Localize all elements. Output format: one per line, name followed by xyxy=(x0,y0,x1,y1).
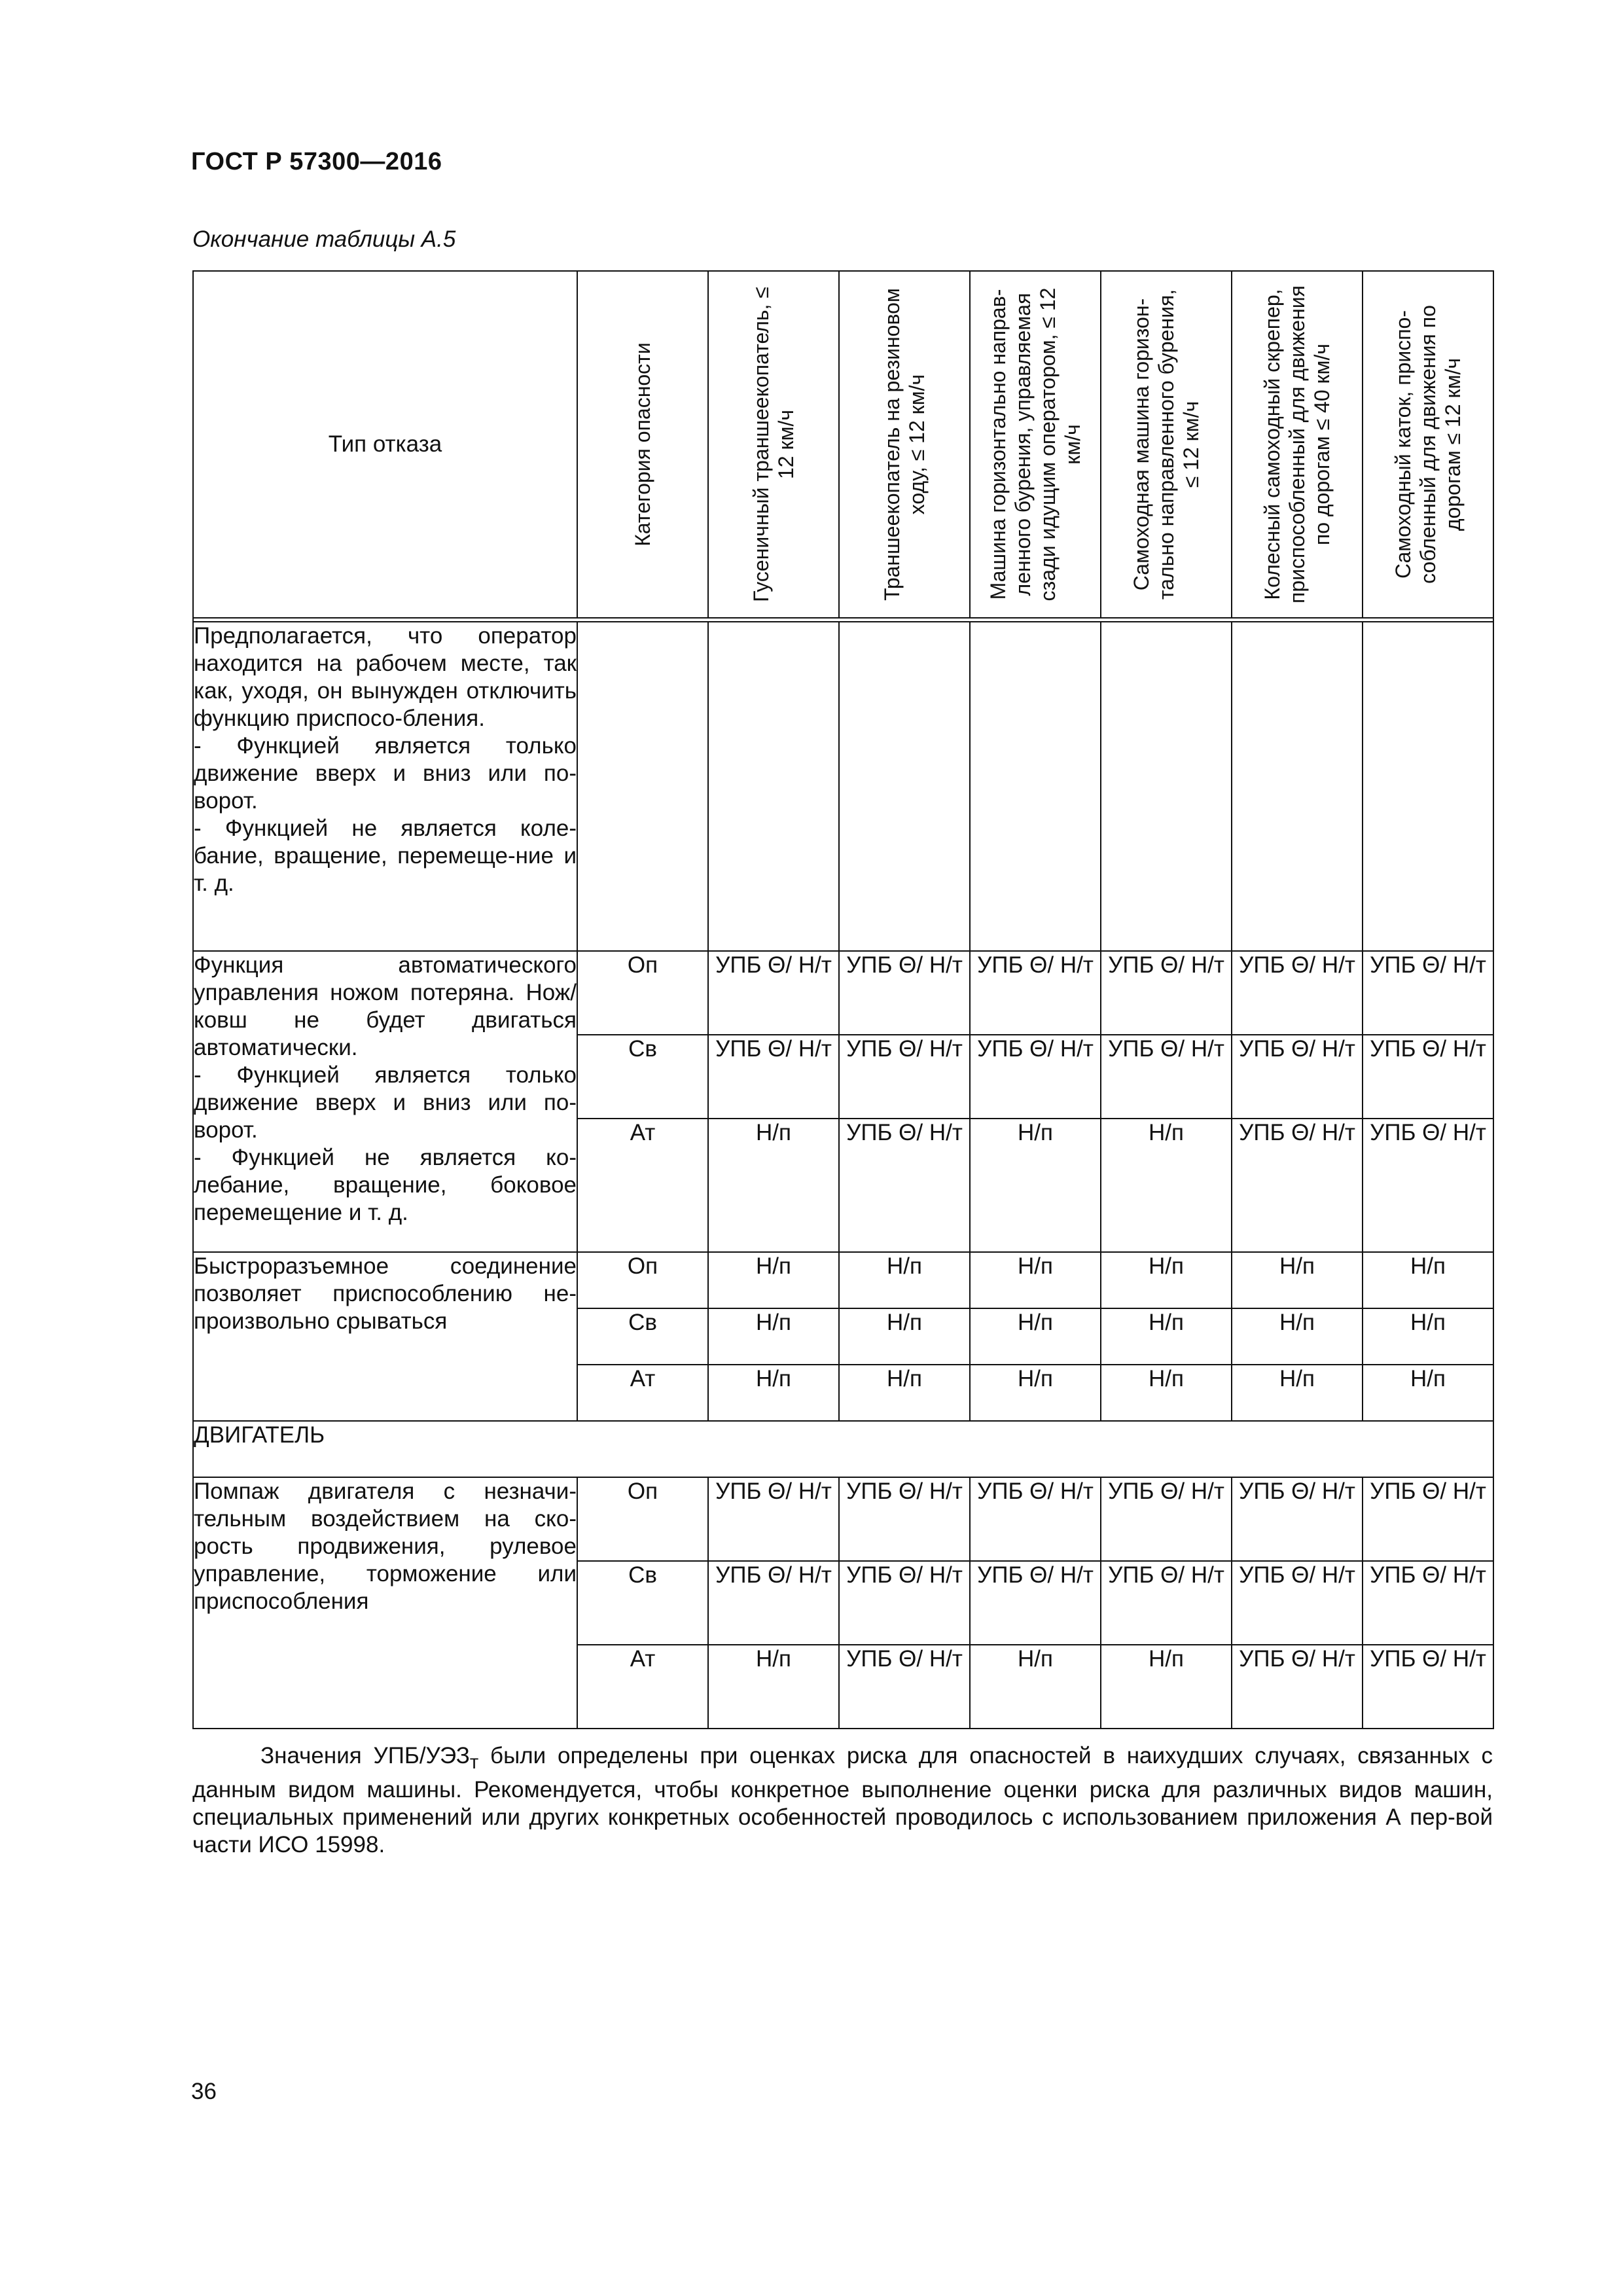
section-row xyxy=(193,1421,1493,1477)
table-row xyxy=(193,1477,1493,1561)
value-cell: Н/п xyxy=(708,1645,839,1729)
value-cell: УПБ Θ/ Н/т xyxy=(1232,1035,1363,1119)
value-cell: УПБ Θ/ Н/т xyxy=(708,1477,839,1561)
value-cell: Н/п xyxy=(839,1365,970,1421)
hazard-category-cell: Ат xyxy=(577,1365,708,1421)
value-cell: УПБ Θ/ Н/т xyxy=(839,1561,970,1645)
failure-description: Быстроразъемное соединение позволяет приспособлению не-произвольно срываться xyxy=(193,1252,577,1421)
hazard-category-cell: Оп xyxy=(577,1477,708,1561)
table-row xyxy=(193,951,1493,1035)
hazard-category-cell: Св xyxy=(577,1308,708,1365)
document-id: ГОСТ Р 57300—2016 xyxy=(191,148,442,175)
header-failure-type: Тип отказа xyxy=(193,271,577,618)
value-cell: Н/п xyxy=(708,1365,839,1421)
value-cell: УПБ Θ/ Н/т xyxy=(970,951,1101,1035)
value-cell: УПБ Θ/ Н/т xyxy=(839,1119,970,1252)
header-machine-6: Самоходный каток, приспо-собленный для движения по дорогам ≤ 12 км/ч xyxy=(1363,271,1493,618)
header-machine-2: Траншеекопатель на резиновом ходу, ≤ 12 км/ч xyxy=(839,271,970,618)
value-cell: УПБ Θ/ Н/т xyxy=(970,1035,1101,1119)
value-cell: УПБ Θ/ Н/т xyxy=(1232,1561,1363,1645)
value-cell: Н/п xyxy=(970,1119,1101,1252)
value-cell: УПБ Θ/ Н/т xyxy=(708,1561,839,1645)
value-cell: УПБ Θ/ Н/т xyxy=(1232,951,1363,1035)
value-cell: УПБ Θ/ Н/т xyxy=(1232,1477,1363,1561)
value-cell: Н/п xyxy=(1363,1308,1493,1365)
header-machine-1: Гусеничный траншеекопатель, ≤ 12 км/ч xyxy=(708,271,839,618)
hazard-category-cell: Ат xyxy=(577,1119,708,1252)
value-cell: Н/п xyxy=(1232,1365,1363,1421)
value-cell: УПБ Θ/ Н/т xyxy=(1363,951,1493,1035)
value-cell: УПБ Θ/ Н/т xyxy=(1363,1477,1493,1561)
empty-cell xyxy=(708,622,839,951)
header-machine-3: Машина горизонтально направ-ленного бурения, управляемая сзади идущим оператором, ≤ 12 км/ч xyxy=(970,271,1101,618)
header-hazard-category: Категория опасности xyxy=(577,271,708,618)
hazard-table xyxy=(192,270,1494,1729)
value-cell: Н/п xyxy=(1101,1119,1232,1252)
empty-cell xyxy=(1101,622,1232,951)
value-cell: Н/п xyxy=(1232,1308,1363,1365)
table-row xyxy=(193,1252,1493,1308)
value-cell: Н/п xyxy=(708,1252,839,1308)
value-cell: УПБ Θ/ Н/т xyxy=(708,951,839,1035)
value-cell: УПБ Θ/ Н/т xyxy=(839,1645,970,1729)
failure-description: Предполагается, что оператор находится на рабочем месте, так как, уходя, он вынужден отключить функцию приспосо-бления. - Функцией является только движение вверх и вниз или по-ворот. - Функцией не является коле-бание, вращение, перемеще-ние и т. д. xyxy=(193,622,577,951)
value-cell: Н/п xyxy=(970,1308,1101,1365)
value-cell: Н/п xyxy=(1101,1645,1232,1729)
value-cell: Н/п xyxy=(708,1119,839,1252)
value-cell: Н/п xyxy=(1363,1365,1493,1421)
value-cell: УПБ Θ/ Н/т xyxy=(970,1561,1101,1645)
table-note xyxy=(192,1742,1493,1859)
page-number: 36 xyxy=(191,2079,217,2104)
failure-description: Помпаж двигателя с незначи-тельным воздействием на ско-рость продвижения, рулевое управление, торможение или приспособления xyxy=(193,1477,577,1729)
failure-description: Функция автоматического управления ножом потеряна. Нож/ковш не будет двигаться автоматически. - Функцией является только движение вверх и вниз или по-ворот. - Функцией не является ко-лебание, вращение, боковое перемещение и т. д. xyxy=(193,951,577,1252)
value-cell: УПБ Θ/ Н/т xyxy=(1363,1035,1493,1119)
value-cell: Н/п xyxy=(1101,1308,1232,1365)
table-row xyxy=(193,622,1493,951)
table-caption: Окончание таблицы А.5 xyxy=(192,226,456,252)
value-cell: УПБ Θ/ Н/т xyxy=(1363,1119,1493,1252)
empty-cell xyxy=(577,622,708,951)
value-cell: УПБ Θ/ Н/т xyxy=(1232,1119,1363,1252)
value-cell: Н/п xyxy=(1101,1365,1232,1421)
value-cell: Н/п xyxy=(708,1308,839,1365)
value-cell: Н/п xyxy=(839,1252,970,1308)
hazard-category-cell: Оп xyxy=(577,951,708,1035)
value-cell: УПБ Θ/ Н/т xyxy=(839,951,970,1035)
section-title: ДВИГАТЕЛЬ xyxy=(193,1421,1493,1477)
header-machine-5: Колесный самоходный скрепер, приспособленный для движения по дорогам ≤ 40 км/ч xyxy=(1232,271,1363,618)
header-machine-4: Самоходная машина горизон-тально направленного бурения, ≤ 12 км/ч xyxy=(1101,271,1232,618)
value-cell: Н/п xyxy=(1232,1252,1363,1308)
value-cell: Н/п xyxy=(1101,1252,1232,1308)
note-paragraph: Значения УПБ/$УЭЗ_т$ были определены при оценках риска для опасностей в наихудших случаях, связанных с данным видом машины. Рекомендуется, чтобы конкретное выполнение оценки риска для различных видов машин, специальных применений или других конкретных особенностей проводилось с использованием приложения А пер-вой части ИСО 15998. xyxy=(192,1743,1493,1857)
value-cell: УПБ Θ/ Н/т xyxy=(970,1477,1101,1561)
empty-cell xyxy=(970,622,1101,951)
value-cell: УПБ Θ/ Н/т xyxy=(1232,1645,1363,1729)
value-cell: УПБ Θ/ Н/т xyxy=(839,1477,970,1561)
empty-cell xyxy=(1363,622,1493,951)
value-cell: Н/п xyxy=(970,1365,1101,1421)
hazard-category-cell: Оп xyxy=(577,1252,708,1308)
note-subscript: т xyxy=(469,1752,479,1773)
value-cell: УПБ Θ/ Н/т xyxy=(1101,1561,1232,1645)
value-cell: УПБ Θ/ Н/т xyxy=(839,1035,970,1119)
empty-cell xyxy=(839,622,970,951)
value-cell: Н/п xyxy=(970,1252,1101,1308)
value-cell: УПБ Θ/ Н/т xyxy=(1101,1477,1232,1561)
hazard-category-cell: Ат xyxy=(577,1645,708,1729)
table-header-row xyxy=(193,271,1493,618)
value-cell: Н/п xyxy=(839,1308,970,1365)
hazard-category-cell: Св xyxy=(577,1035,708,1119)
value-cell: УПБ Θ/ Н/т xyxy=(708,1035,839,1119)
value-cell: УПБ Θ/ Н/т xyxy=(1363,1645,1493,1729)
hazard-category-cell: Св xyxy=(577,1561,708,1645)
value-cell: УПБ Θ/ Н/т xyxy=(1101,1035,1232,1119)
value-cell: Н/п xyxy=(970,1645,1101,1729)
empty-cell xyxy=(1232,622,1363,951)
value-cell: Н/п xyxy=(1363,1252,1493,1308)
value-cell: УПБ Θ/ Н/т xyxy=(1101,951,1232,1035)
value-cell: УПБ Θ/ Н/т xyxy=(1363,1561,1493,1645)
